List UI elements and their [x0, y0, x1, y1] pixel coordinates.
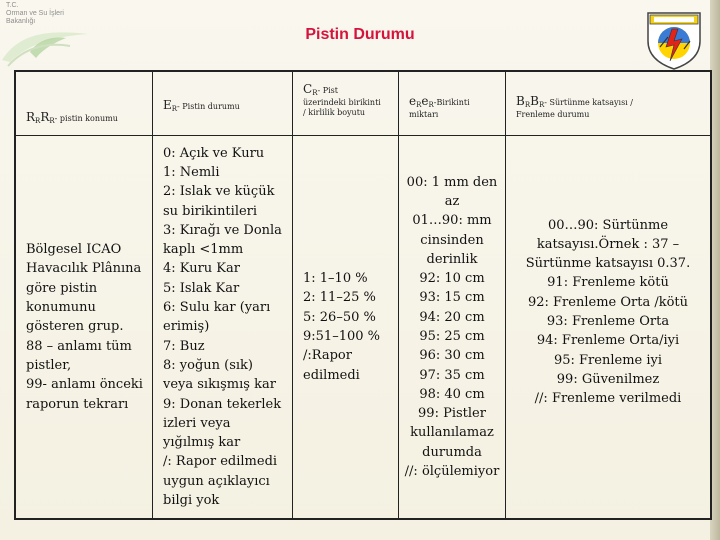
header-friction-label: BRBR- Sürtünme katsayısı / Frenleme durumu — [516, 94, 633, 119]
body-cell-position — [16, 136, 153, 518]
body-cell-contamination — [293, 136, 399, 518]
meteoroloji-shield-logo-icon — [642, 7, 706, 71]
header-cell-friction — [506, 72, 710, 136]
depth-description: 00: 1 mm den az 01…90: mm cinsinden derinlik 92: 10 cm 93: 15 cm 94: 20 cm 95: 25 cm 96: 30 cm 97: 35 cm 98: 40 cm 99: Pistler kullanılamaz durumda //: ölçülemiyor — [404, 174, 500, 480]
body-cell-friction — [506, 136, 710, 518]
state-description: 0: Açık ve Kuru 1: Nemli 2: Islak ve küçük su birikintileri 3: Kırağı ve Donla kaplı <1mm 4: Kuru Kar 5: Islak Kar 6: Sulu kar (yarı erimiş) 7: Buz 8: yoğun (sık) veya sıkışmış kar 9: Donan tekerlek izleri veya yığılmış kar /: Rapor edilmedi uygun açıklayıcı bilgi yok — [163, 145, 282, 509]
header-cell-depth — [399, 72, 506, 136]
header-cell-contamination — [293, 72, 399, 136]
friction-description: 00…90: Sürtünme katsayısı.Örnek : 37 – Sürtünme katsayısı 0.37. 91: Frenleme kötü 92: Frenleme Orta /kötü 93: Frenleme Orta 94: Frenleme Orta/iyi 95: Frenleme iyi 99: Güvenilmez //: Frenleme verilmedi — [525, 217, 691, 407]
header-position-label: RRRR- pistin konumu — [26, 110, 118, 125]
runway-state-table — [14, 70, 712, 520]
contamination-description: 1: 1–10 % 2: 11–25 % 5: 26–50 % 9:51–100 % /:Rapor edilmedi — [303, 271, 380, 383]
ministry-line-2: Orman ve Su İşleri — [6, 10, 64, 17]
header-contamination-label: CR- Pist üzerindeki birikinti / kirlilik boyutu — [303, 82, 381, 117]
ministry-line-3: Bakanlığı — [6, 18, 36, 25]
header-depth-label: eReR-Birikinti miktarı — [409, 94, 470, 119]
ministry-line-1: T.C. — [6, 2, 19, 9]
position-description: Bölgesel ICAO Havacılık Plânına göre pistin konumunu gösteren grup. 88 – anlamı tüm pistler, 99- anlamı önceki raporun tekrarı — [26, 242, 143, 412]
header-cell-state — [153, 72, 293, 136]
page-title: Pistin Durumu — [305, 26, 415, 43]
header-cell-position — [16, 72, 153, 136]
body-cell-state — [153, 136, 293, 518]
header-state-label: ER- Pistin durumu — [163, 98, 240, 113]
body-cell-depth — [399, 136, 506, 518]
